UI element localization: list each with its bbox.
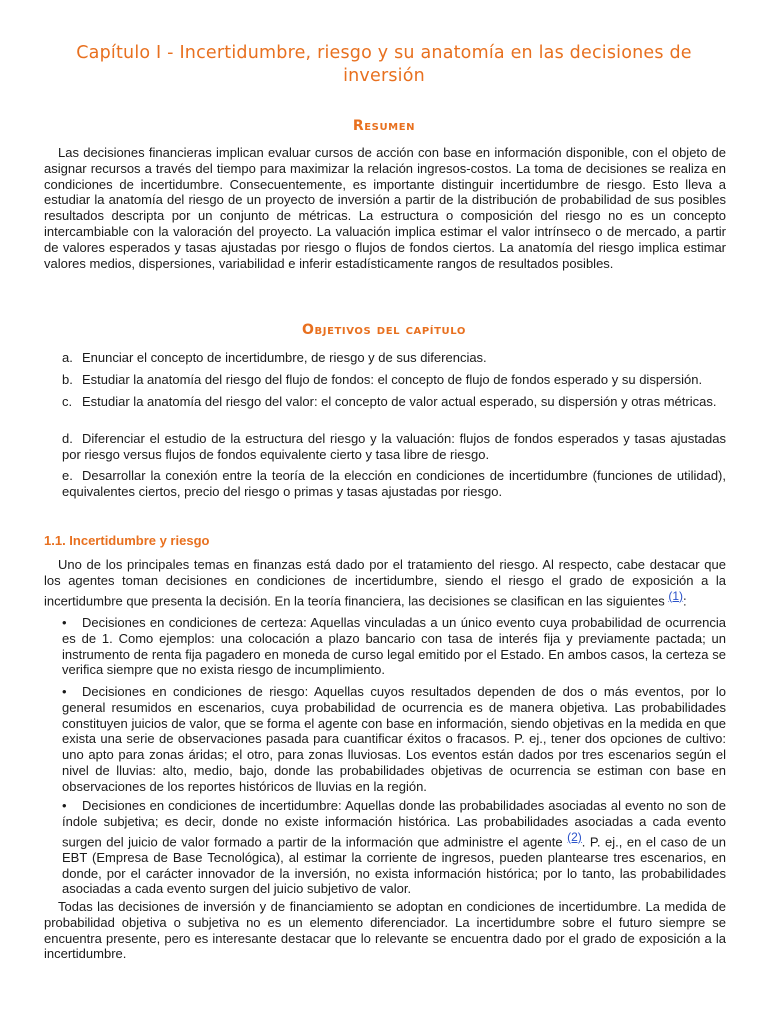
- objective-mark: a.: [62, 350, 73, 365]
- objective-item: [62, 468, 726, 500]
- resumen-heading: Resumen: [352, 118, 416, 134]
- objective-mark: b.: [62, 372, 73, 387]
- objective-text: Diferenciar el estudio de la estructura del riesgo y la valuación: flujos de fondos esperados y tasas ajustadas por riesgo versus flujos de fondos equivalente cierto y tasa libre de riesgo.: [62, 431, 726, 462]
- objective-text: Estudiar la anatomía del riesgo del valor: el concepto de valor actual esperado, su dispersión y otras métricas.: [82, 394, 717, 409]
- objective-mark: e.: [62, 468, 73, 483]
- objective-item: [62, 372, 726, 388]
- objective-item: [62, 350, 726, 366]
- chapter-title: Capítulo I - Incertidumbre, riesgo y su anatomía en las decisiones de inversión: [76, 43, 692, 86]
- footnote-link-2[interactable]: (2): [567, 829, 582, 844]
- list-item: [62, 684, 726, 795]
- objective-mark: d.: [62, 431, 73, 446]
- objetivos-heading: Objetivos del capítulo: [302, 322, 466, 338]
- objective-item: [62, 394, 726, 410]
- intro-body: Uno de los principales temas en finanzas está dado por el tratamiento del riesgo. Al respecto, cabe destacar que los agentes toman decisiones en condiciones de incertidumbre, siendo el riesgo el grado de exposición a la incertidumbre que presenta la decisión. En la teoría financiera, las decisiones se clasifican en las siguientes: [44, 557, 726, 608]
- bullet-text: Decisiones en condiciones de incertidumbre: Aquellas donde las probabilidades asociadas al evento no son de índole subjetiva; es decir, donde no existe información histórica. Las probabilidades asociadas a cada evento surgen del juicio de valor formado a partir de la información que administre el agente: [62, 798, 726, 849]
- section-intro-text: [44, 557, 726, 609]
- intro-end: :: [683, 592, 687, 608]
- bullet-marker: •: [62, 684, 67, 699]
- objective-mark: c.: [62, 394, 73, 409]
- bullet-text: Decisiones en condiciones de riesgo: Aquellas cuyos resultados dependen de dos o más eventos, por lo general resumidos en escenarios, cuya probabilidad de ocurrencia es de manera objetiva. Las probabilidades constituyen juicios de valor, que se forma el agente con base en información, siendo objetivas en la medida en que exista una serie de observaciones pasada para cuantificar éxitos o fracasos. P. ej., tener dos opciones de cultivo: uno apto para zonas áridas; el otro, para zonas lluviosas. Los eventos están dados por tres escenarios según el nivel de lluvias: alto, medio, bajo, donde las probabilidades objetivas de ocurrencia se estiman con base en observaciones de los reportes históricos de lluvias en la región.: [62, 684, 726, 794]
- objective-text: Estudiar la anatomía del riesgo del flujo de fondos: el concepto de flujo de fondos esperado y su dispersión.: [82, 372, 703, 387]
- section-1-1-heading: 1.1. Incertidumbre y riesgo: [44, 533, 210, 548]
- bullet-text: Decisiones en condiciones de certeza: Aquellas vinculadas a un único evento cuya probabilidad de ocurrencia es de 1. Como ejemplos: una colocación a plazo bancario con tasa de interés fija y previamente pactada; un instrumento de renta fija pagadero en moneda de curso legal emitido por el Estado. En ambos casos, la certeza se verifica siempre que no exista riesgo de incumplimiento.: [62, 615, 726, 678]
- bullet-text-after: . P. ej., en el caso de un EBT (Empresa de Base Tecnológica), al estimar la corriente de ingresos, pueden plantearse tres escenarios, en donde, por el carácter innovador de la inversión, no exista información histórica; por lo tanto, las probabilidades asociadas a cada evento surgen del juicio subjetivo de valor.: [62, 833, 726, 897]
- closing-text: Todas las decisiones de inversión y de financiamiento se adoptan en condiciones de incertidumbre. La medida de probabilidad objetiva o subjetiva no es un elemento diferenciador. La incertidumbre sobre el futuro siempre se encuentra presente, pero es interesante destacar que lo relevante se encuentra dado por el grado de exposición a la incertidumbre.: [44, 899, 726, 962]
- objective-text: Enunciar el concepto de incertidumbre, de riesgo y de sus diferencias.: [82, 350, 487, 365]
- bullet-marker: •: [62, 615, 67, 630]
- objective-item: [62, 431, 726, 463]
- footnote-link-1[interactable]: (1): [668, 588, 684, 603]
- list-item: [62, 798, 726, 897]
- resumen-text: Las decisiones financieras implican evaluar cursos de acción con base en información disponible, con el objeto de asignar recursos a través del tiempo para maximizar la relación ingresos-costos. La toma de decisiones se realiza en condiciones de incertidumbre. Consecuentemente, es importante distinguir incertidumbre de riesgo. Esto lleva a estudiar la anatomía del riesgo de un proyecto de inversión a partir de la distribución de probabilidad de sus posibles resultados descripta por un conjunto de métricas. La estructura o composición del riesgo no es un concepto intercambiable con la valoración del proyecto. La valuación implica estimar el valor intrínseco o de mercado, a partir de valores esperados y tasas ajustadas por riesgo o flujos de fondos ciertos. La anatomía del riesgo implica estimar valores medios, dispersiones, variabilidad e inferir estadísticamente rangos de resultados posibles.: [44, 145, 726, 271]
- list-item: [62, 615, 726, 678]
- bullet-marker: •: [62, 798, 67, 813]
- objective-text: Desarrollar la conexión entre la teoría de la elección en condiciones de incertidumbre (funciones de utilidad), equivalentes ciertos, precio del riesgo o primas y tasas ajustadas por riesgo.: [62, 468, 726, 499]
